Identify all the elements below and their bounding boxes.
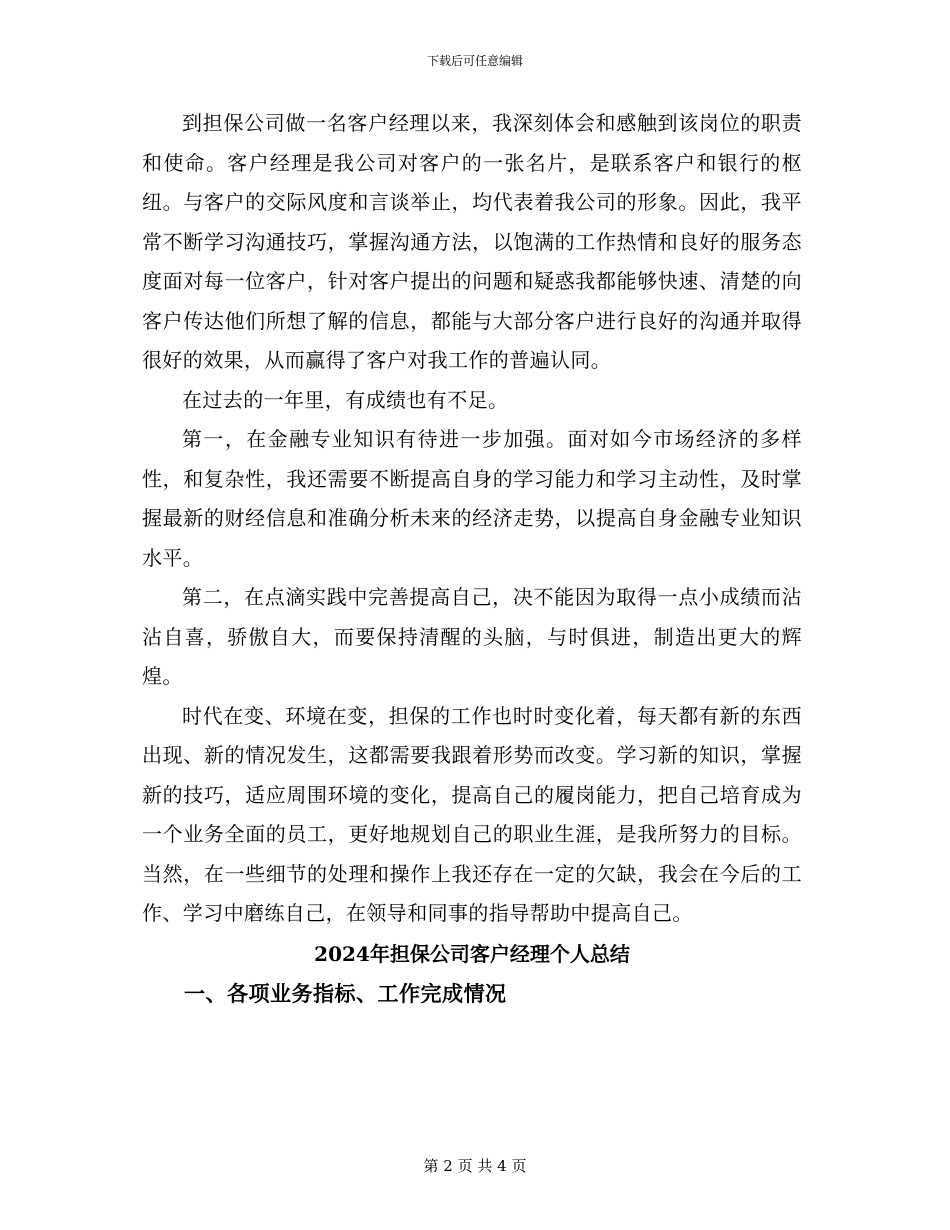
page-footer: 第 2 页 共 4 页 bbox=[423, 1157, 527, 1175]
paragraph: 在过去的一年里，有成绩也有不足。 bbox=[182, 387, 509, 412]
paragraph: 到担保公司做一名客户经理以来，我深刻体会和感触到该岗位的职责和使命。客户经理是我公司对客户的一张名片，是联系客户和银行的枢纽。与客户的交际风度和言谈举止，均代表着我公司的形象。因此，我平常不断学习沟通技巧，掌握沟通方法，以饱满的工作热情和良好的服务态度面对每一位客户，针对客户提出的问题和疑惑我都能够快速、清楚的向客户传达他们所想了解的信息，都能与大部分客户进行良好的沟通并取得很好的效果，从而赢得了客户对我工作的普遍认同。 bbox=[142, 111, 802, 372]
document-body bbox=[142, 104, 802, 1014]
paragraph: 第一，在金融专业知识有待进一步加强。面对如今市场经济的多样性，和复杂性，我还需要不断提高自身的学习能力和学习主动性，及时掌握最新的财经信息和准确分析未来的经济走势，以提高自身金融专业知识水平。 bbox=[142, 427, 802, 570]
paragraph: 时代在变、环境在变，担保的工作也时时变化着，每天都有新的东西出现、新的情况发生，这都需要我跟着形势而改变。学习新的知识，掌握新的技巧，适应周围环境的变化，提高自己的履岗能力，把自己培育成为一个业务全面的员工，更好地规划自己的职业生涯，是我所努力的目标。当然，在一些细节的处理和操作上我还存在一定的欠缺，我会在今后的工作、学习中磨练自己，在领导和同事的指导帮助中提高自己。 bbox=[142, 703, 802, 925]
subheading: 一、各项业务指标、工作完成情况 bbox=[184, 980, 507, 1006]
section-title: 2024年担保公司客户经理个人总结 bbox=[314, 941, 630, 966]
paragraph: 第二，在点滴实践中完善提高自己，决不能因为取得一点小成绩而沾沾自喜，骄傲自大，而要保持清醒的头脑，与时俱进，制造出更大的辉煌。 bbox=[142, 585, 802, 688]
page-header: 下载后可任意编辑 bbox=[426, 54, 523, 68]
